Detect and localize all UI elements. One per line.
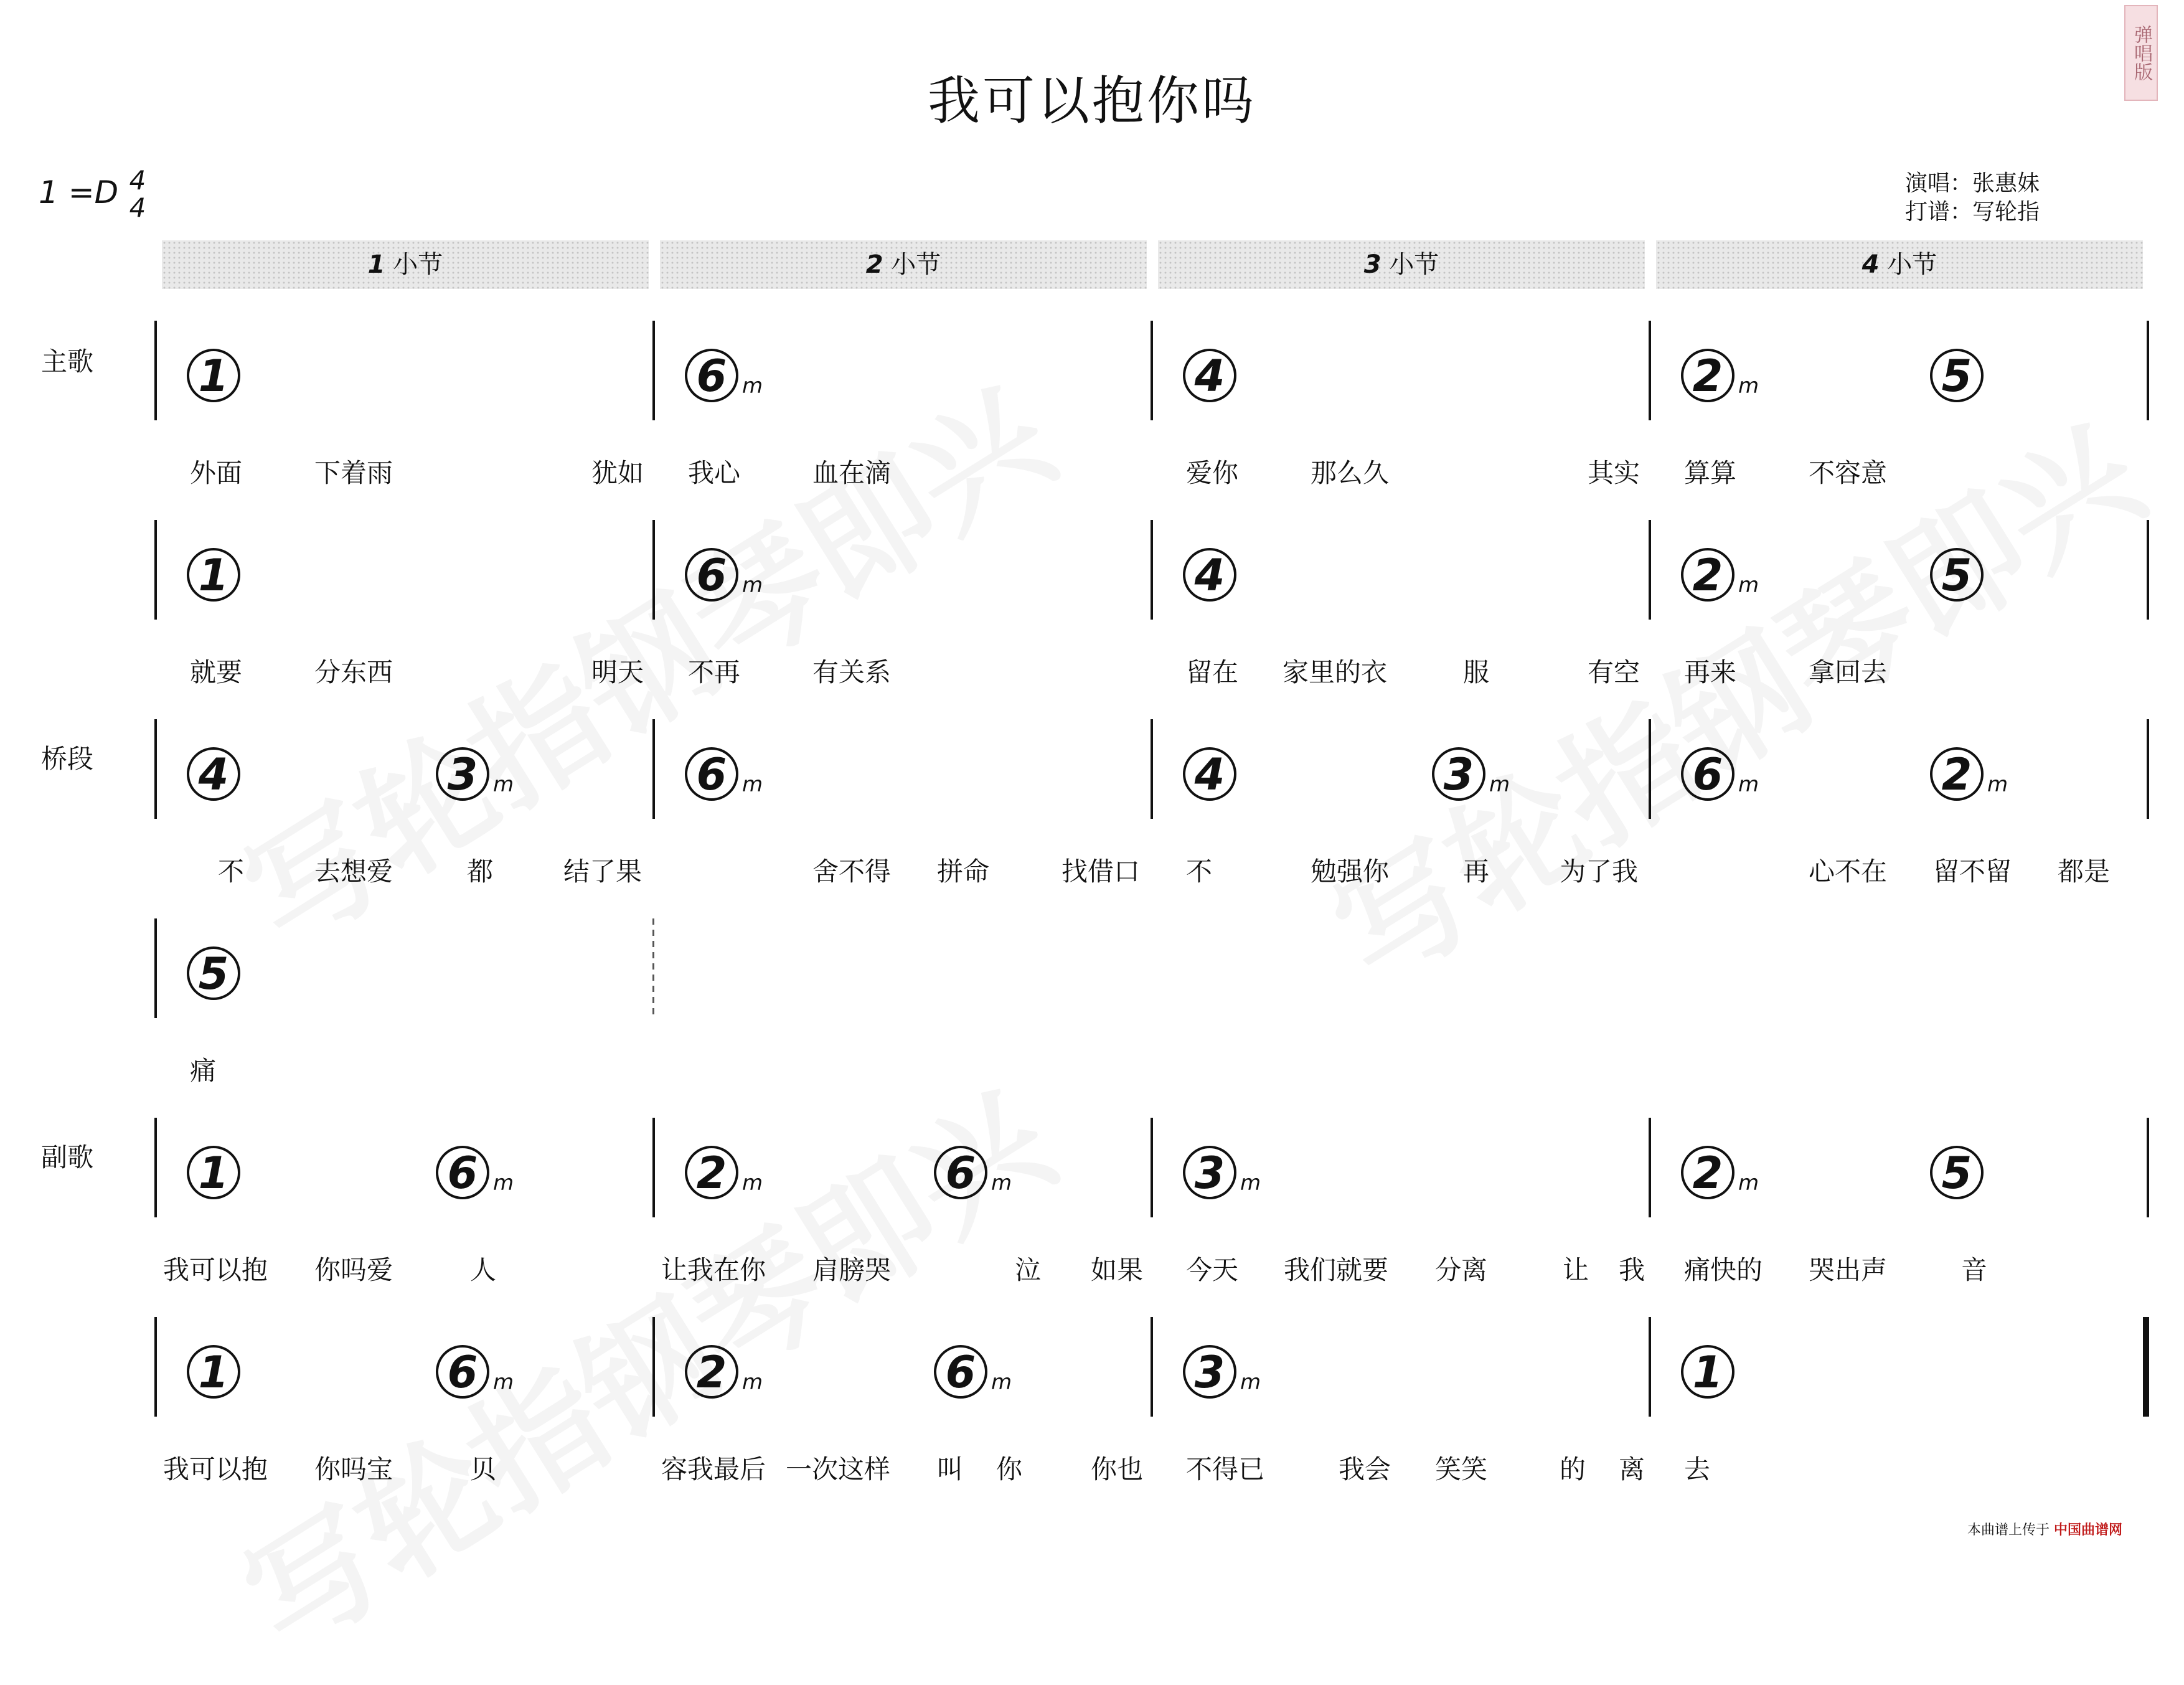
lyric: 叫 (937, 1454, 964, 1484)
barline (2147, 520, 2149, 620)
chord (1681, 548, 1759, 602)
barline (652, 918, 654, 1018)
chord-quality: m (493, 1171, 514, 1196)
barline (154, 1317, 157, 1417)
lyric: 找借口 (1061, 856, 1141, 887)
chord-degree: 2 (1681, 349, 1734, 402)
singer-label: 演唱： (1905, 171, 1973, 196)
lyric: 留不留 (1933, 856, 2012, 887)
chord (187, 1345, 240, 1399)
lyric: 血在滴 (812, 458, 892, 488)
lyric: 容我最后 (661, 1454, 766, 1484)
chord-quality: m (1738, 772, 1759, 797)
barline (1649, 520, 1651, 620)
chord (1432, 747, 1510, 801)
barline (154, 520, 157, 620)
chord-quality: m (1738, 374, 1759, 399)
barline (652, 321, 655, 420)
chord-quality: m (1738, 1171, 1759, 1196)
lyric: 爱你 (1186, 458, 1239, 488)
chord-degree: 4 (1183, 747, 1236, 801)
lyric: 你吗爱 (314, 1255, 393, 1285)
chord-quality: m (493, 772, 514, 797)
chord (187, 747, 240, 801)
barline (1649, 719, 1651, 819)
song-title: 我可以抱你吗 (927, 70, 1256, 131)
lyric: 就要 (190, 657, 243, 687)
lyric: 犹如 (591, 458, 644, 488)
barline (652, 1317, 655, 1417)
chord-quality: m (742, 573, 763, 598)
barline (1151, 1317, 1153, 1417)
chord-degree: 2 (1930, 747, 1984, 801)
lyric: 都 (467, 856, 494, 887)
barline (1151, 321, 1153, 420)
lyric: 外面 (190, 458, 243, 488)
lyric: 明天 (591, 657, 644, 687)
chord (934, 1345, 1012, 1399)
lyric: 肩膀哭 (812, 1255, 892, 1285)
lyric: 去想爱 (314, 856, 393, 887)
key-signature: 1 =D (39, 174, 119, 210)
chord (1930, 1146, 1984, 1199)
barline (1151, 1118, 1153, 1217)
footer-text: 本曲谱上传于 (1967, 1522, 2050, 1538)
lyric: 去 (1684, 1454, 1711, 1484)
singer-credit (1905, 166, 2040, 197)
lyric: 心不在 (1809, 856, 1888, 887)
footer (1967, 1519, 2122, 1539)
lyric: 有关系 (812, 657, 892, 687)
final-barline (2143, 1317, 2149, 1417)
chord-degree: 4 (187, 747, 240, 801)
chord-degree: 2 (1681, 548, 1734, 602)
lyric: 服 (1463, 657, 1490, 687)
lyric: 痛快的 (1684, 1255, 1763, 1285)
chord (187, 946, 240, 1000)
lyric: 为了我 (1560, 856, 1639, 887)
chord-degree: 4 (1183, 548, 1236, 602)
chord-degree: 5 (1930, 548, 1984, 602)
chord (1183, 548, 1236, 602)
chord-degree: 1 (187, 1345, 240, 1399)
chord-quality: m (1240, 1171, 1261, 1196)
chord-quality: m (493, 1370, 514, 1395)
chord-degree: 4 (1183, 349, 1236, 402)
chord (934, 1146, 1012, 1199)
arranger-credit (1905, 194, 2040, 226)
chord-degree: 1 (187, 1146, 240, 1199)
chord-quality: m (1738, 573, 1759, 598)
chord-degree: 3 (1183, 1146, 1236, 1199)
lyric: 再来 (1684, 657, 1737, 687)
chord-degree: 6 (685, 349, 738, 402)
lyric: 我会 (1339, 1454, 1391, 1484)
chord-degree: 5 (1930, 349, 1984, 402)
lyric: 你 (996, 1454, 1023, 1484)
lyric: 一次这样 (786, 1454, 891, 1484)
lyric: 离 (1619, 1454, 1645, 1484)
lyric: 结了果 (563, 856, 642, 887)
lyric: 我可以抱 (163, 1255, 268, 1285)
barline (2147, 1118, 2149, 1217)
chord-degree: 6 (685, 747, 738, 801)
chord (436, 1146, 514, 1199)
chord (1930, 548, 1984, 602)
lyric: 勉强你 (1311, 856, 1390, 887)
chord (1681, 1345, 1734, 1399)
chord-degree: 2 (685, 1146, 738, 1199)
barline (652, 520, 655, 620)
lyric: 让 (1563, 1255, 1589, 1285)
lyric: 我心 (688, 458, 741, 488)
arranger-label: 打谱： (1905, 199, 1973, 225)
measure-header-1: 1 小节 (162, 240, 649, 289)
barline (652, 719, 655, 819)
chord-degree: 6 (436, 1345, 489, 1399)
lyric: 舍不得 (812, 856, 892, 887)
section-label-verse: 主歌 (41, 346, 94, 377)
lyric: 都是 (2058, 856, 2111, 887)
lyric: 分东西 (314, 657, 393, 687)
barline (154, 918, 157, 1018)
footer-site: 中国曲谱网 (2054, 1522, 2123, 1538)
chord-quality: m (742, 374, 763, 399)
chord-degree: 5 (1930, 1146, 1984, 1199)
time-signature-bottom: 4 (129, 192, 146, 223)
lyric: 下着雨 (314, 458, 393, 488)
lyric: 我可以抱 (163, 1454, 268, 1484)
barline (2147, 719, 2149, 819)
lyric: 不 (218, 856, 245, 887)
chord (187, 548, 240, 602)
chord (1930, 349, 1984, 402)
chord (436, 1345, 514, 1399)
barline (154, 719, 157, 819)
barline (2147, 321, 2149, 420)
chord-quality: m (742, 1370, 763, 1395)
chord-degree: 3 (436, 747, 489, 801)
lyric: 我 (1619, 1255, 1645, 1285)
chord (685, 1345, 763, 1399)
chord (685, 747, 763, 801)
lyric: 音 (1961, 1255, 1988, 1285)
measure-header-3: 3 小节 (1158, 240, 1645, 289)
chord-degree: 1 (1681, 1345, 1734, 1399)
chord (1183, 747, 1236, 801)
lyric: 不容意 (1809, 458, 1888, 488)
barline (1151, 520, 1153, 620)
singer-name: 张惠妹 (1972, 171, 2040, 196)
chord-degree: 3 (1183, 1345, 1236, 1399)
measure-header-4: 4 小节 (1656, 240, 2143, 289)
chord (1681, 1146, 1759, 1199)
lyric: 的 (1560, 1454, 1586, 1484)
chord (685, 1146, 763, 1199)
chord (187, 1146, 240, 1199)
lyric: 拼命 (937, 856, 990, 887)
barline (1649, 1118, 1651, 1217)
chord (187, 349, 240, 402)
lyric: 你吗宝 (314, 1454, 393, 1484)
chord-quality: m (991, 1171, 1012, 1196)
lyric: 泣 (1015, 1255, 1042, 1285)
chord-quality: m (991, 1370, 1012, 1395)
lyric: 你也 (1091, 1454, 1144, 1484)
chord-degree: 6 (1681, 747, 1734, 801)
chord (1681, 349, 1759, 402)
barline (1151, 719, 1153, 819)
lyric: 不 (1186, 856, 1213, 887)
lyric: 拿回去 (1809, 657, 1888, 687)
barline (652, 1118, 655, 1217)
version-badge: 弹唱版 (2124, 5, 2158, 101)
chord-degree: 6 (934, 1146, 987, 1199)
lyric: 笑笑 (1435, 1454, 1488, 1484)
lyric: 人 (470, 1255, 497, 1285)
lyric: 贝 (470, 1454, 497, 1484)
measure-header-2: 2 小节 (660, 240, 1147, 289)
chord-degree: 2 (685, 1345, 738, 1399)
lyric: 不再 (688, 657, 741, 687)
lyric: 分离 (1435, 1255, 1488, 1285)
barline (154, 1118, 157, 1217)
chord (1183, 1146, 1261, 1199)
chord (436, 747, 514, 801)
lyric: 留在 (1186, 657, 1239, 687)
chord-degree: 6 (436, 1146, 489, 1199)
chord-quality: m (742, 772, 763, 797)
arranger-name: 写轮指 (1972, 199, 2040, 225)
chord-quality: m (1240, 1370, 1261, 1395)
chord (1930, 747, 2008, 801)
section-label-chorus: 副歌 (41, 1142, 94, 1173)
section-label-bridge: 桥段 (41, 743, 94, 774)
lyric: 其实 (1588, 458, 1640, 488)
lyric: 不得已 (1186, 1454, 1265, 1484)
chord-degree: 5 (187, 946, 240, 1000)
lyric: 哭出声 (1809, 1255, 1888, 1285)
chord (685, 349, 763, 402)
chord (685, 548, 763, 602)
chord-degree: 2 (1681, 1146, 1734, 1199)
chord (1681, 747, 1759, 801)
barline (1649, 1317, 1651, 1417)
chord-degree: 6 (934, 1345, 987, 1399)
time-signature (126, 167, 149, 222)
lyric: 再 (1463, 856, 1490, 887)
chord (1183, 349, 1236, 402)
chord-degree: 6 (685, 548, 738, 602)
time-signature-top: 4 (129, 165, 146, 196)
chord (1183, 1345, 1261, 1399)
lyric: 我们就要 (1284, 1255, 1389, 1285)
lyric: 有空 (1588, 657, 1640, 687)
lyric: 算算 (1684, 458, 1737, 488)
lyric: 今天 (1186, 1255, 1239, 1285)
chord-quality: m (1489, 772, 1510, 797)
chord-quality: m (742, 1171, 763, 1196)
chord-degree: 3 (1432, 747, 1485, 801)
lyric: 家里的衣 (1283, 657, 1388, 687)
lyric: 如果 (1091, 1255, 1144, 1285)
chord-quality: m (1987, 772, 2008, 797)
chord-degree: 1 (187, 548, 240, 602)
chord-degree: 1 (187, 349, 240, 402)
lyric: 那么久 (1311, 458, 1390, 488)
lyric: 痛 (190, 1055, 217, 1086)
barline (154, 321, 157, 420)
lyric: 让我在你 (661, 1255, 766, 1285)
barline (1649, 321, 1651, 420)
